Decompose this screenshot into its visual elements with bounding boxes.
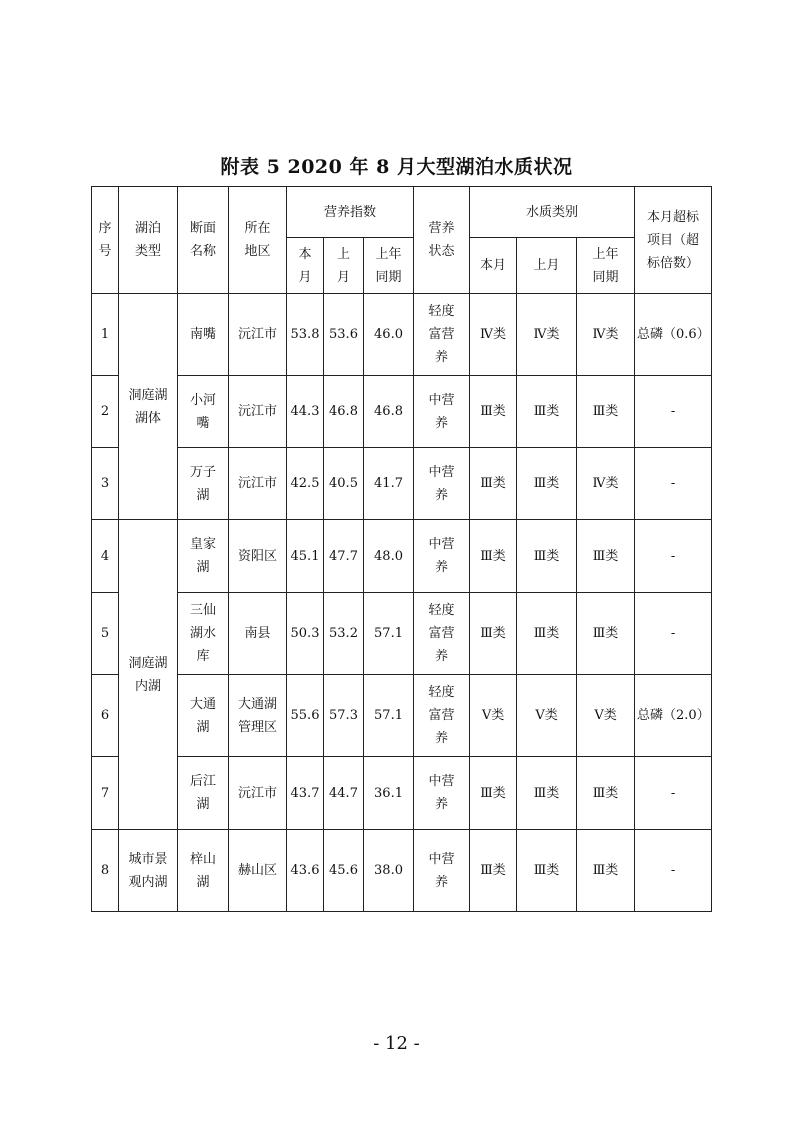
cell-region: 沅江市 [229,376,287,448]
cell-section-name: 梓山 湖 [178,830,229,912]
cell-wc-this: Ⅲ类 [470,448,517,520]
cell-ti-year: 38.0 [364,830,414,912]
table-row [92,294,712,376]
cell-state: 轻度 富营 养 [414,294,470,376]
header-ti-this-month: 本 月 [287,238,324,294]
cell-wc-last: Ⅴ类 [517,675,577,757]
cell-seq: 1 [92,294,119,376]
cell-ti-last: 47.7 [324,520,364,593]
header-ti-last-month: 上 月 [324,238,364,294]
cell-wc-last: Ⅲ类 [517,376,577,448]
cell-ti-last: 45.6 [324,830,364,912]
cell-region: 沅江市 [229,757,287,830]
table-row [92,757,712,830]
cell-region: 南县 [229,593,287,675]
cell-ti-year: 57.1 [364,675,414,757]
table-row [92,830,712,912]
cell-wc-this: Ⅲ类 [470,757,517,830]
header-wc-last-year: 上年 同期 [577,238,635,294]
cell-wc-this: Ⅳ类 [470,294,517,376]
cell-ti-year: 57.1 [364,593,414,675]
cell-section-name: 南嘴 [178,294,229,376]
header-region: 所在 地区 [229,187,287,294]
cell-ti-year: 41.7 [364,448,414,520]
cell-wc-year: Ⅳ类 [577,448,635,520]
header-exceed: 本月超标 项目（超 标倍数） [635,187,712,294]
cell-exceed: - [635,593,712,675]
cell-wc-year: Ⅲ类 [577,830,635,912]
cell-seq: 5 [92,593,119,675]
cell-exceed: 总磷（0.6） [635,294,712,376]
table-row [92,448,712,520]
cell-exceed: 总磷（2.0） [635,675,712,757]
cell-section-name: 大通 湖 [178,675,229,757]
cell-ti-this: 42.5 [287,448,324,520]
cell-region: 沅江市 [229,448,287,520]
cell-exceed: - [635,830,712,912]
cell-ti-last: 57.3 [324,675,364,757]
cell-wc-year: Ⅲ类 [577,757,635,830]
cell-state: 轻度 富营 养 [414,675,470,757]
table-row [92,376,712,448]
cell-state: 中营 养 [414,520,470,593]
cell-region: 沅江市 [229,294,287,376]
cell-seq: 7 [92,757,119,830]
table-row [92,675,712,757]
header-water-class: 水质类别 [470,187,635,238]
cell-ti-last: 46.8 [324,376,364,448]
cell-ti-last: 53.2 [324,593,364,675]
cell-ti-this: 45.1 [287,520,324,593]
cell-seq: 6 [92,675,119,757]
cell-ti-year: 46.0 [364,294,414,376]
cell-region: 赫山区 [229,830,287,912]
cell-ti-this: 43.7 [287,757,324,830]
cell-wc-this: Ⅲ类 [470,520,517,593]
cell-seq: 2 [92,376,119,448]
page-number: - 12 - [373,1033,420,1054]
cell-wc-this: Ⅴ类 [470,675,517,757]
header-row-1 [92,187,712,238]
water-quality-table [91,186,712,912]
cell-seq: 8 [92,830,119,912]
cell-ti-this: 53.8 [287,294,324,376]
cell-region: 资阳区 [229,520,287,593]
cell-wc-last: Ⅳ类 [517,294,577,376]
cell-seq: 3 [92,448,119,520]
cell-state: 中营 养 [414,830,470,912]
header-wc-last-month: 上月 [517,238,577,294]
cell-state: 中营 养 [414,757,470,830]
cell-ti-this: 50.3 [287,593,324,675]
cell-ti-last: 53.6 [324,294,364,376]
cell-exceed: - [635,448,712,520]
cell-section-name: 万子 湖 [178,448,229,520]
cell-wc-year: Ⅳ类 [577,294,635,376]
cell-ti-last: 40.5 [324,448,364,520]
header-nutrition-state: 营养 状态 [414,187,470,294]
cell-wc-last: Ⅲ类 [517,757,577,830]
header-ti-last-year: 上年 同期 [364,238,414,294]
table-row [92,520,712,593]
cell-wc-last: Ⅲ类 [517,830,577,912]
cell-ti-this: 55.6 [287,675,324,757]
cell-ti-last: 44.7 [324,757,364,830]
header-nutrition-index: 营养指数 [287,187,414,238]
cell-wc-this: Ⅲ类 [470,593,517,675]
cell-section-name: 后江 湖 [178,757,229,830]
cell-section-name: 三仙 湖水 库 [178,593,229,675]
cell-wc-last: Ⅲ类 [517,593,577,675]
header-wc-this-month: 本月 [470,238,517,294]
cell-ti-this: 44.3 [287,376,324,448]
cell-wc-last: Ⅲ类 [517,520,577,593]
table-row [92,593,712,675]
cell-region: 大通湖 管理区 [229,675,287,757]
cell-exceed: - [635,520,712,593]
cell-wc-year: Ⅲ类 [577,593,635,675]
cell-exceed: - [635,376,712,448]
cell-wc-year: Ⅲ类 [577,520,635,593]
cell-wc-year: Ⅲ类 [577,376,635,448]
page-title: 附表 5 2020 年 8 月大型湖泊水质状况 [220,156,573,178]
header-section-name: 断面 名称 [178,187,229,294]
cell-ti-this: 43.6 [287,830,324,912]
cell-wc-this: Ⅲ类 [470,830,517,912]
header-lake-type: 湖泊 类型 [119,187,178,294]
cell-wc-this: Ⅲ类 [470,376,517,448]
cell-seq: 4 [92,520,119,593]
cell-ti-year: 46.8 [364,376,414,448]
cell-state: 中营 养 [414,376,470,448]
cell-ti-year: 36.1 [364,757,414,830]
cell-state: 轻度 富营 养 [414,593,470,675]
cell-section-name: 小河 嘴 [178,376,229,448]
cell-state: 中营 养 [414,448,470,520]
cell-ti-year: 48.0 [364,520,414,593]
cell-exceed: - [635,757,712,830]
cell-lake-type-group: 城市景 观内湖 [119,830,178,912]
cell-lake-type-group: 洞庭湖 湖体 [119,294,178,520]
cell-lake-type-group: 洞庭湖 内湖 [119,520,178,830]
cell-section-name: 皇家 湖 [178,520,229,593]
header-seq: 序 号 [92,187,119,294]
cell-wc-last: Ⅲ类 [517,448,577,520]
cell-wc-year: Ⅴ类 [577,675,635,757]
